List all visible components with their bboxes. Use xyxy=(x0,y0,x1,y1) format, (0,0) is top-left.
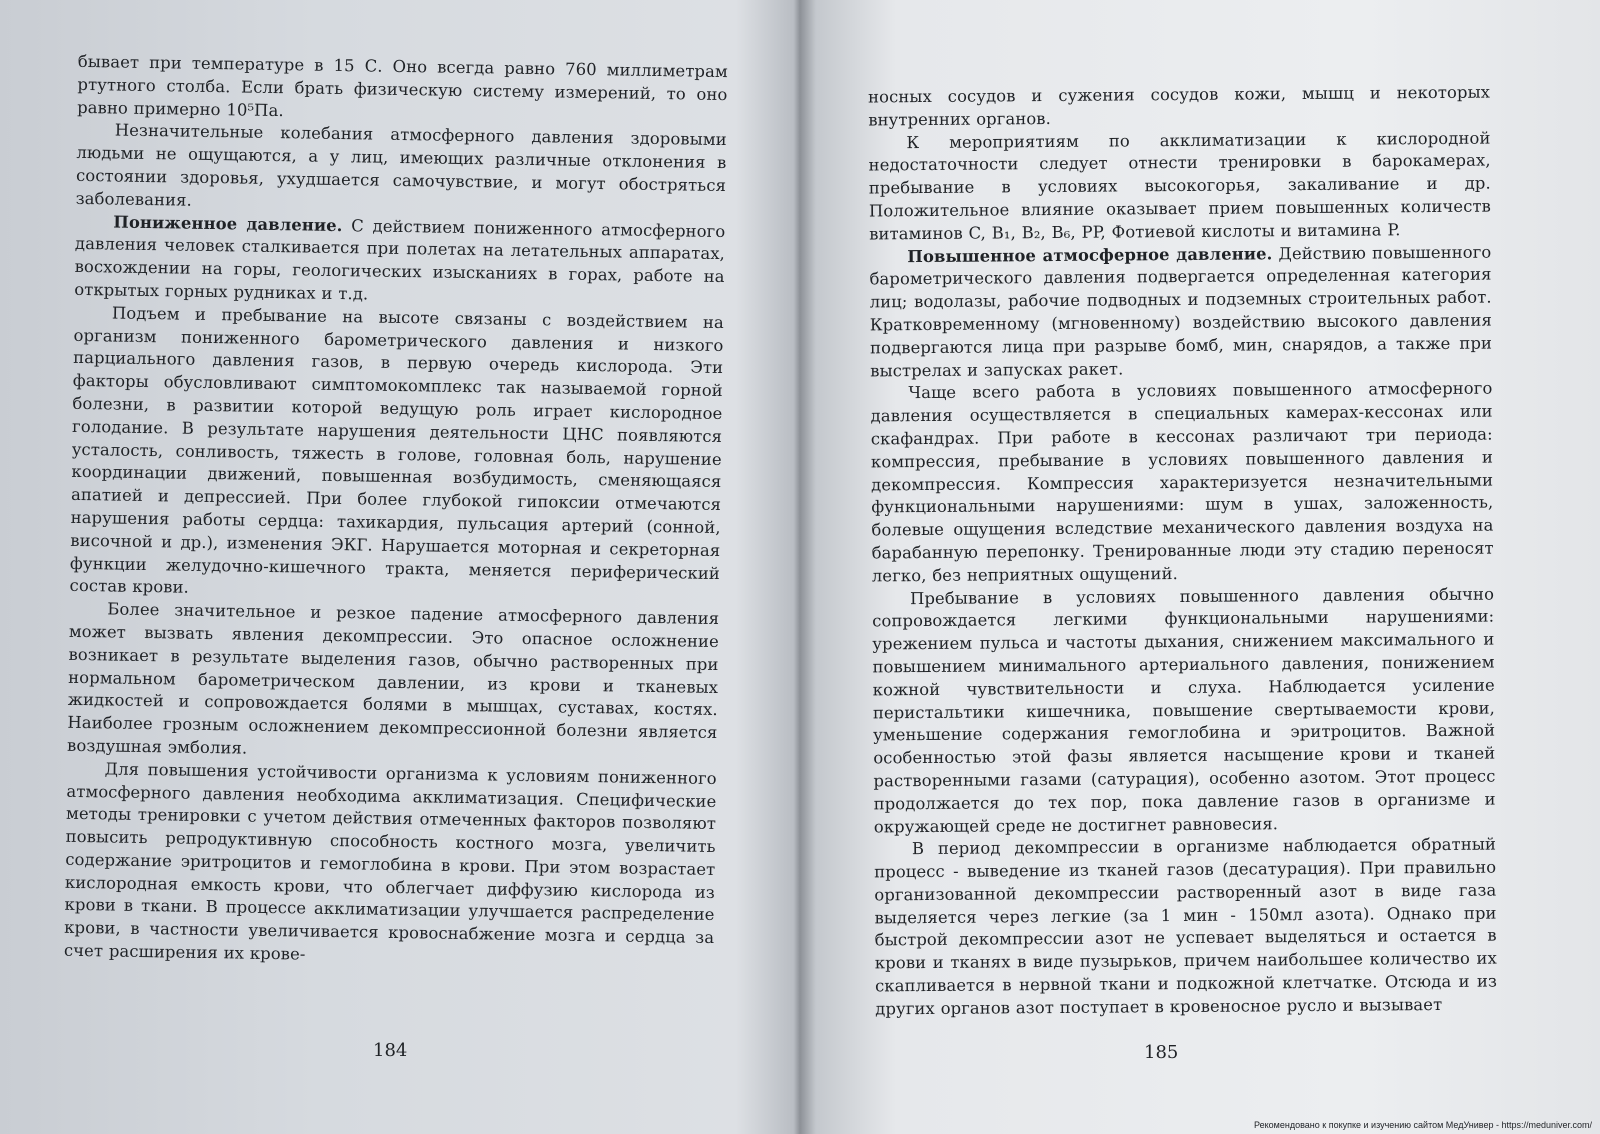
paragraph: Более значительное и резкое падение атмосферного давления может вызвать явления декомпрессии. Это опасное осложнение возникает в результате выделения газов, обычно растворенных при нормальном барометрическом давлении, из крови и тканевых жидкостей и сопровождается болями в мышцах, суставах, костях. Наиболее грозным осложнением декомпрессионной болезни является воздушная эмболия. xyxy=(66,599,720,758)
paragraph: носных сосудов и сужения сосудов кожи, мышц и некоторых внутренних органов. xyxy=(868,82,1491,130)
paragraph: бывает при температуре в 15 С. Оно всегда равно 760 миллиметрам ртутного столба. Если брать физическую систему измерений, то оно равно примерно 10⁵Па. xyxy=(77,51,728,120)
footer-note: Рекомендовано к покупке и изучению сайтом МедУнивер - https://meduniver.com/ xyxy=(1254,1120,1592,1130)
right-page-text xyxy=(868,82,1497,1022)
paragraph: В период декомпрессии в организме наблюдается обратный процесс - выведение из тканей газов (десатурация). При правильно организованной декомпрессии растворенный азот в виде газа выделяется через легкие (за 1 мин - 150мл азота). Однако при быстрой декомпрессии азот не успевает выделяться и остается в крови и тканях в виде пузырьков, причем наибольшее количество их скапливается в нервной ткани и подкожной клетчатке. Отсюда и из других органов азот поступает в кровеносное русло и вызывает xyxy=(874,834,1498,1019)
section-heading: Пониженное давление. xyxy=(113,212,343,235)
paragraph xyxy=(869,241,1492,383)
paragraph-body: С действием пониженного атмосферного давления человек сталкивается при полетах на летательных аппаратах, восхождении на горы, геологических изысканиях в горах, работе на открытых горных рудниках и т.д. xyxy=(74,215,726,304)
paragraph: Незначительные колебания атмосферного давления здоровыми людьми не ощущаются, а у лиц, имеющих различные отклонения в состоянии здоровья, ухудшается самочувствие, и могут обостряться заболевания. xyxy=(75,120,727,210)
paragraph xyxy=(74,210,725,311)
left-page-text xyxy=(64,51,728,973)
paragraph: Пребывание в условиях повышенного давления обычно сопровождается легкими функциональными нарушениями: урежением пульса и частоты дыхания, снижением максимального и повышением минимального артериального давления, понижением кожной чувствительности и слуха. Наблюдается усиление перистальтики кишечника, повышение свертываемости крови, уменьшение содержания гемоглобина и эритроцитов. Важной особенностью этой фазы является насыщение крови и тканей растворенными газами (сатурация), особенно азотом. Этот процесс продолжается до тех пор, пока давление газов в организме и окружающей среде не достигнет равновесия. xyxy=(872,584,1496,836)
page-number: 185 xyxy=(1144,1042,1179,1063)
paragraph: Чаще всего работа в условиях повышенного атмосферного давления осуществляется в специальных камерах-кессонах или скафандрах. При работе в кессонах различают три периода: компрессия, пребывание в условиях повышенного давления и декомпрессия. Компрессия характеризуется незначительными функциональными нарушениями: шум в ушах, заложенность, болевые ощущения вследствие механического давления воздуха на барабанную перепонку. Тренированные люди эту стадию переносят легко, без неприятных ощущений. xyxy=(870,378,1494,586)
right-page xyxy=(808,0,1600,1134)
paragraph: К мероприятиям по акклиматизации к кислородной недостаточности следует отнести тренировки в барокамерах, пребывание в условиях высокогорья, закаливание и др. Положительное влияние оказывает прием повышенных количеств витаминов C, B₁, B₂, B₆, PP, Фотиевой кислоты и витамина P. xyxy=(868,128,1492,244)
paragraph: Подъем и пребывание на высоте связаны с воздействием на организм пониженного барометрического давления и низкого парциального давления газов, в первую очередь кислорода. Эти факторы обусловливают симптомокомплекс так называемой горной болезни, в развитии которой ведущую роль играет кислородное голодание. В результате нарушения деятельности ЦНС появляются усталость, сонливость, тяжесть в голове, головная боль, нарушение координации движений, повышенная возбудимость, сменяющаяся апатией и депрессией. При более глубокой гипоксии отмечаются нарушения работы сердца: тахикардия, пульсация артерий (сонной, височной и др.), изменения ЭКГ. Нарушается моторная и секреторная функции желудочно-кишечного тракта, меняется периферический состав крови. xyxy=(69,303,725,598)
page-number: 184 xyxy=(373,1040,408,1061)
paragraph-body: Действию повышенного барометрического давления подвергается определенная категория лиц; водолазы, рабочие подводных и подземных строительных работ. Кратковременному (мгновенному) воздействию высокого давления подвергаются лица при разрыве бомб, мин, снарядов, а также при выстрелах и запусках ракет. xyxy=(869,242,1493,380)
section-heading: Повышенное атмосферное давление. xyxy=(907,243,1273,266)
paragraph: Для повышения устойчивости организма к условиям пониженного атмосферного давления необходима акклиматизация. Специфические методы тренировки с учетом действия отмеченных факторов позволяют повысить репродуктивную способность костного мозга, увеличить содержание эритроцитов и гемоглобина в крови. При этом возрастает кислородная емкость крови, что облегчает диффузию кислорода из крови в ткани. В процессе акклиматизации улучшается распределение крови, в частности увеличивается кровоснабжение мозга и сердца за счет расширения их крове- xyxy=(63,759,717,964)
